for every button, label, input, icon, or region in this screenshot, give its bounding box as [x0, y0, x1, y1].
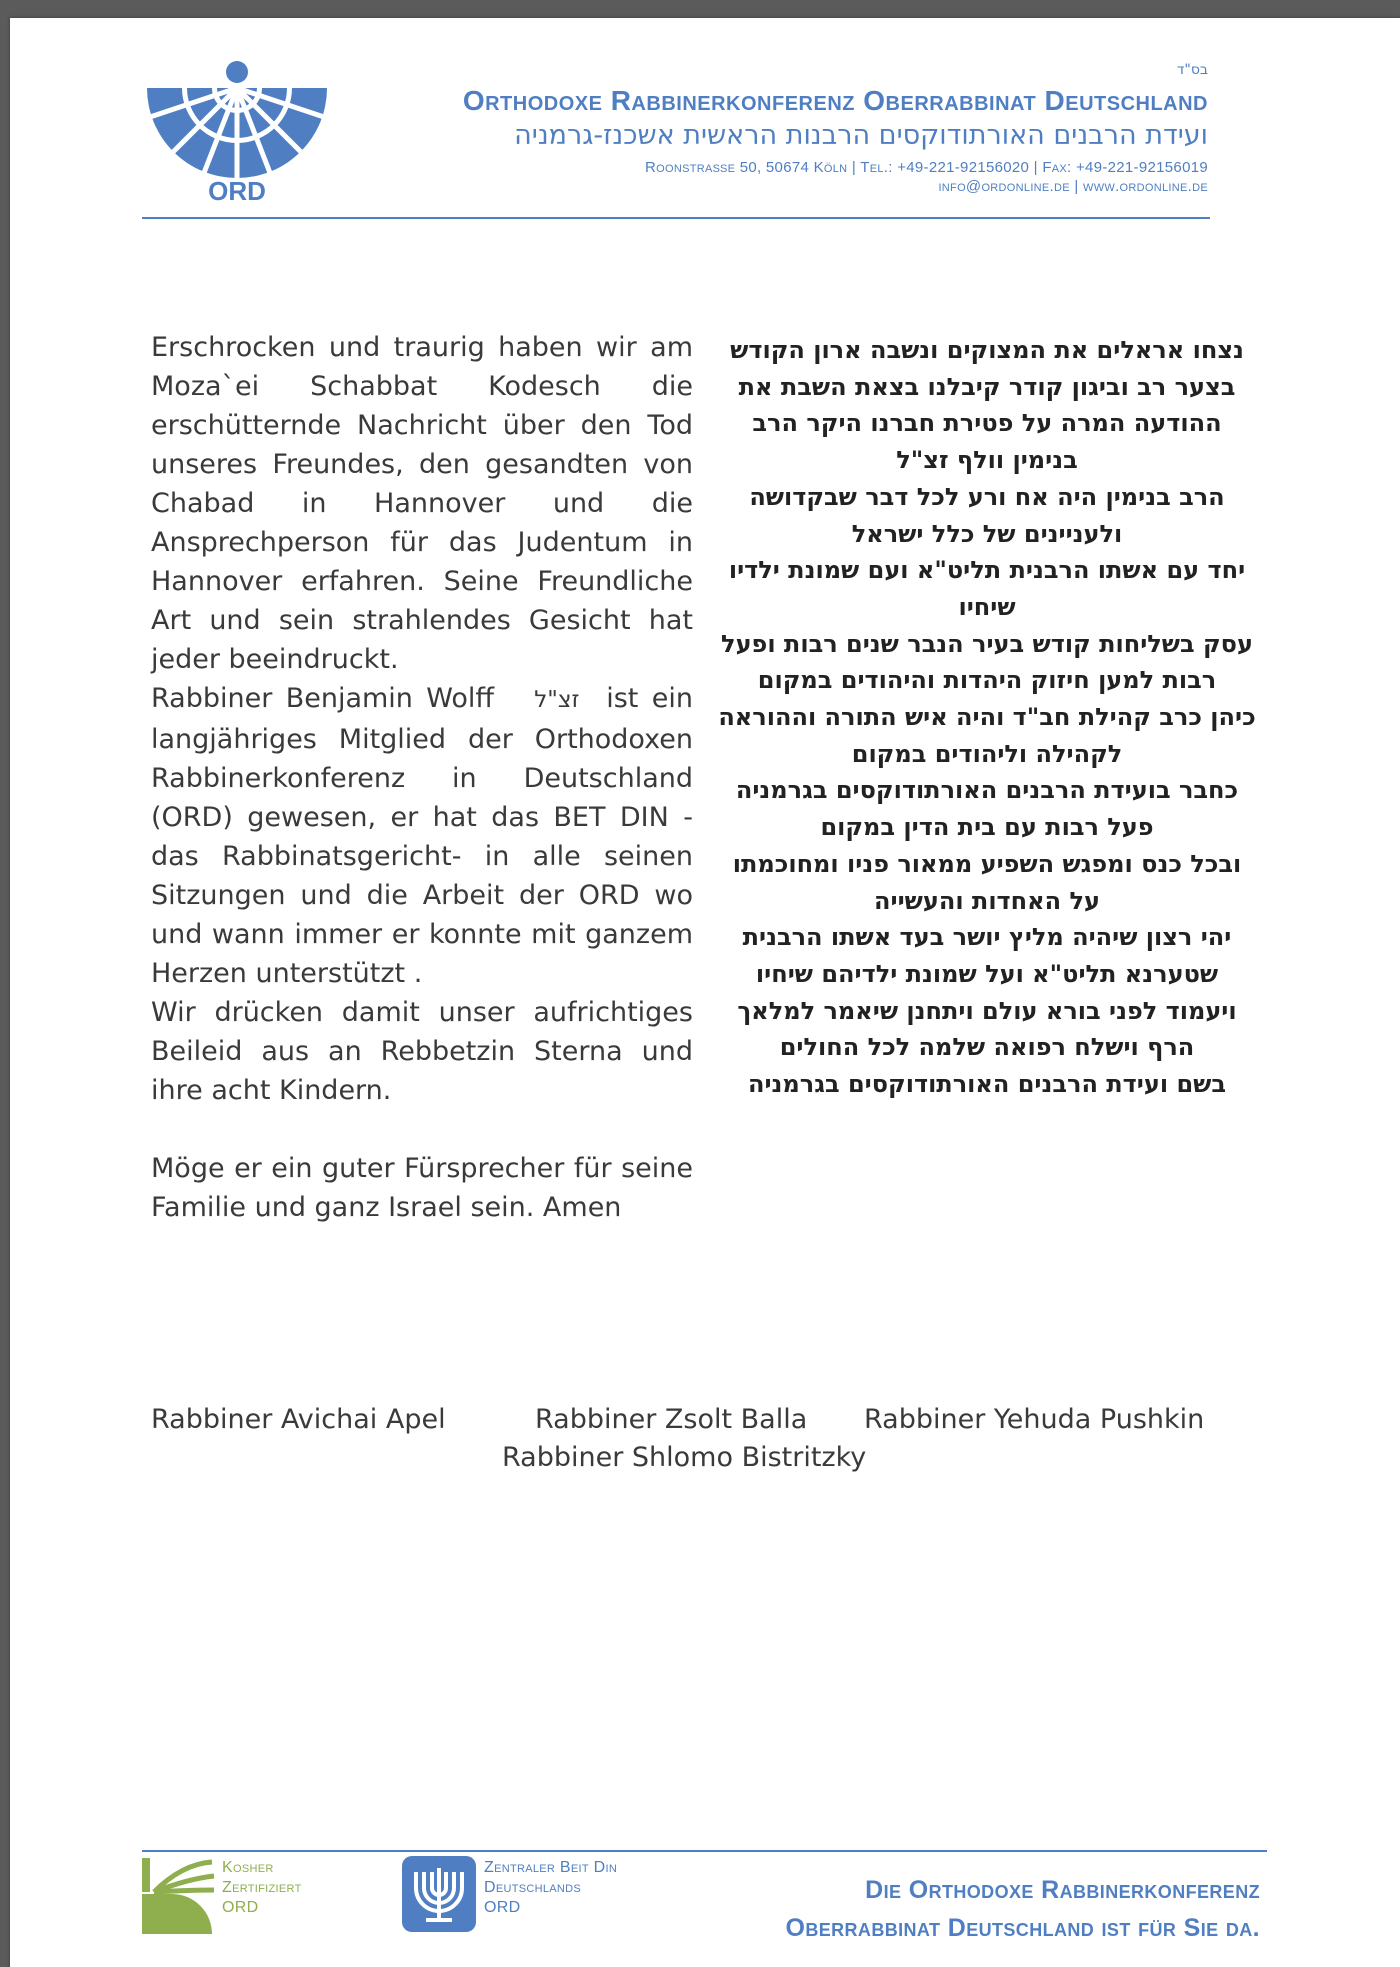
letterhead — [308, 62, 1208, 196]
letterhead-title-hebrew: ועידת הרבנים האורתודוקסים הרבנות הראשית אשכנז-גרמניה — [514, 120, 1208, 151]
signature-pushkin: Rabbiner Yehuda Pushkin — [864, 1404, 1205, 1435]
hebrew-line: כיהן כרב קהילת חב"ד והיה איש התורה וההוראה לקהילה וליהודים במקום — [718, 703, 1256, 768]
footer-slogan — [640, 1871, 1260, 1947]
ord-logo-text: ORD — [208, 176, 266, 206]
document-page — [10, 18, 1400, 1967]
hebrew-line: יהי רצון שיהיה מליץ יושר בעד אשתו הרבנית שטערנא תליט"א ועל שמונת ילדיהם שיחיו — [742, 923, 1232, 988]
header-divider — [142, 217, 1210, 219]
ord-logo-fan-icon — [142, 58, 332, 178]
beit-din-menorah-logo-icon — [402, 1854, 476, 1934]
kosher-line-3: ORD — [222, 1899, 259, 1916]
signature-balla: Rabbiner Zsolt Balla — [535, 1404, 808, 1435]
german-paragraph-3: Wir drücken damit unser aufrichtiges Beileid aus an Rebbetzin Sterna und ihre acht Kindern. — [151, 997, 693, 1106]
letterhead-contact: info@ordonline.de | www.ordonline.de — [938, 178, 1208, 195]
german-paragraph-1: Erschrocken und traurig haben wir am Moza`ei Schabbat Kodesch die erschütternde Nachricht über den Tod unseres Freundes, den gesandten von Chabad in Hannover und die Ansprechperson für das Judentum in Hannover erfahren. Seine Freundliche Art und sein strahlendes Gesicht hat jeder beeindruckt. — [151, 332, 693, 675]
kosher-certified-text — [222, 1858, 302, 1918]
letter-hebrew-column — [717, 332, 1257, 1103]
hebrew-line: ויעמוד לפני בורא עולם ויתחנן שיאמר למלאך הרף וישלח רפואה שלמה לכל החולים — [737, 996, 1237, 1062]
hebrew-line: נצחו אראלים את המצוקים ונשבה ארון הקודש — [730, 336, 1244, 364]
hebrew-line: ובכל כנס ומפגש השפיע ממאור פניו ומחוכמתו על האחדות והעשייה — [732, 849, 1242, 915]
signature-apel: Rabbiner Avichai Apel — [151, 1404, 446, 1435]
kosher-line-2: Zertifiziert — [222, 1879, 302, 1896]
beit-din-text — [484, 1858, 617, 1918]
hebrew-line: הרב בנימין היה אח ורע לכל דבר שבקדושה ולעניינים של כלל ישראל — [749, 482, 1225, 548]
bsd-mark: בס"ד — [1176, 62, 1208, 78]
kosher-line-1: Kosher — [222, 1859, 274, 1876]
hebrew-line: עסק בשליחות קודש בעיר הנבר שנים רבות ופעל רבות למען חיזוק היהדות והיהודים במקום — [721, 629, 1253, 695]
german-paragraph-2-hebrew: זצ"ל — [534, 687, 580, 713]
hebrew-line: כחבר בועידת הרבנים האורתודוקסים בגרמניה פעל רבות עם בית הדין במקום — [735, 776, 1239, 842]
hebrew-line: יחד עם אשתו הרבנית תליט"א ועם שמונת ילדיו שיחיו — [728, 556, 1246, 621]
ord-logo — [142, 58, 332, 208]
letterhead-address: Roonstraße 50, 50674 Köln | Tel.: +49-221-92156020 | Fax: +49-221-92156019 — [644, 159, 1208, 176]
german-paragraph-2-name: Rabbiner Benjamin Wolff — [151, 683, 495, 714]
signature-bistritzky: Rabbiner Shlomo Bistritzky — [502, 1442, 867, 1473]
footer-slogan-line-2: Oberrabbinat Deutschland ist für Sie da. — [785, 1914, 1260, 1942]
footer-divider — [142, 1850, 1267, 1852]
letterhead-title: Orthodoxe Rabbinerkonferenz Oberrabbinat Deutschland — [462, 85, 1208, 116]
footer-slogan-line-1: Die Orthodoxe Rabbinerkonferenz — [865, 1876, 1260, 1904]
beit-din-line-3: ORD — [484, 1899, 521, 1916]
beit-din-line-1: Zentraler Beit Din — [484, 1859, 618, 1876]
hebrew-line: בצער רב וביגון קודר קיבלנו בצאת השבת את ההודעה המרה על פטירת חברנו היקר הרב בנימין וולף זצ"ל — [738, 372, 1236, 475]
hebrew-line: בשם ועידת הרבנים האורתודוקסים בגרמניה — [748, 1070, 1226, 1099]
kosher-certified-logo-icon — [142, 1854, 216, 1934]
german-paragraph-2 — [151, 679, 693, 993]
german-paragraph-2-text: ist ein langjähriges Mitglied der Orthodoxen Rabbinerkonferenz in Deutschland (ORD) gewesen, er hat das BET DIN -das Rabbinatsgericht- in alle seinen Sitzungen und die Arbeit der ORD wo und wann immer er konnte mit ganzem Herzen unterstützt . — [151, 683, 693, 989]
letter-german-column — [151, 328, 693, 1227]
german-paragraph-4: Möge er ein guter Fürsprecher für seine Familie und ganz Israel sein. Amen — [151, 1153, 693, 1223]
beit-din-line-2: Deutschlands — [484, 1879, 582, 1896]
